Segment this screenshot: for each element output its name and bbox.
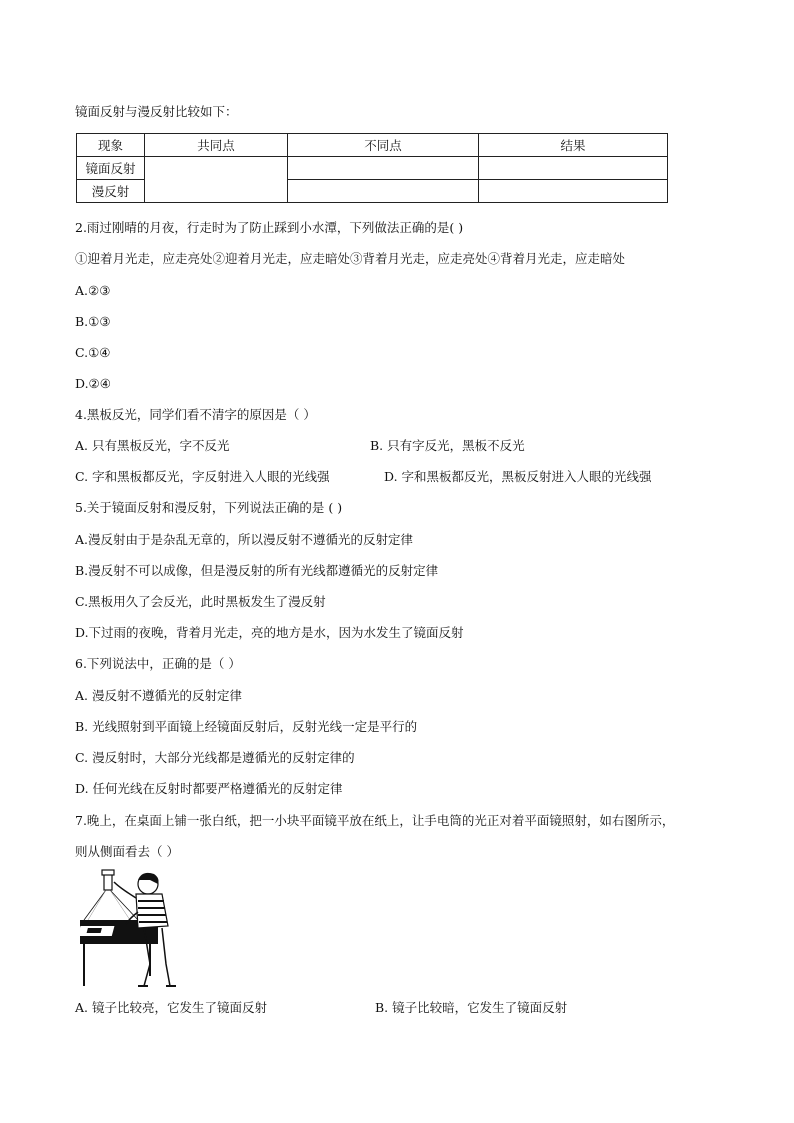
q2-option-b: B.①③ xyxy=(75,314,111,329)
intro-text: 镜面反射与漫反射比较如下： xyxy=(75,104,238,119)
q6-option-d: D. 任何光线在反射时都要严格遵循光的反射定律 xyxy=(75,781,343,796)
q4-option-c: C. 字和黑板都反光，字反射进入人眼的光线强 xyxy=(75,469,330,484)
q7-stem-line1: 7.晚上，在桌面上铺一张白纸，把一小块平面镜平放在纸上，让手电筒的光正对着平面镜照射，如右图所示， xyxy=(75,813,675,828)
q2-statements: ①迎着月光走，应走亮处②迎着月光走，应走暗处③背着月光走，应走亮处④背着月光走，应走暗处 xyxy=(75,251,626,266)
cell-similarity xyxy=(145,157,288,203)
table-row xyxy=(77,157,668,180)
q5-option-a: A.漫反射由于是杂乱无章的，所以漫反射不遵循光的反射定律 xyxy=(75,532,414,547)
q7-stem-line2: 则从侧面看去（ ） xyxy=(75,844,179,859)
comparison-table xyxy=(76,133,668,203)
q2-option-c: C.①④ xyxy=(75,345,111,360)
header-phenomenon: 现象 xyxy=(77,134,145,157)
q5-stem: 5.关于镜面反射和漫反射，下列说法正确的是 ( ) xyxy=(75,500,343,515)
q2-stem: 2.雨过刚晴的月夜，行走时为了防止踩到小水潭，下列做法正确的是( ) xyxy=(75,220,464,235)
q4-option-a: A. 只有黑板反光，字不反光 xyxy=(75,438,230,453)
q6-option-c: C. 漫反射时，大部分光线都是遵循光的反射定律的 xyxy=(75,750,355,765)
q7-option-b: B. 镜子比较暗，它发生了镜面反射 xyxy=(375,1000,568,1015)
q2-option-d: D.②④ xyxy=(75,376,111,391)
q4-option-d: D. 字和黑板都反光，黑板反射进入人眼的光线强 xyxy=(384,469,652,484)
cell-difference-1 xyxy=(288,157,479,180)
q7-option-a: A. 镜子比较亮，它发生了镜面反射 xyxy=(75,1000,267,1015)
header-difference: 不同点 xyxy=(288,134,479,157)
cell-difference-2 xyxy=(288,180,479,203)
q5-option-b: B.漫反射不可以成像，但是漫反射的所有光线都遵循光的反射定律 xyxy=(75,563,439,578)
q6-option-b: B. 光线照射到平面镜上经镜面反射后，反射光线一定是平行的 xyxy=(75,719,418,734)
q6-option-a: A. 漫反射不遵循光的反射定律 xyxy=(75,688,242,703)
row-label-specular: 镜面反射 xyxy=(77,157,145,180)
cell-result-1 xyxy=(479,157,668,180)
q5-option-d: D.下过雨的夜晚，背着月光走，亮的地方是水，因为水发生了镜面反射 xyxy=(75,625,464,640)
row-label-diffuse: 漫反射 xyxy=(77,180,145,203)
q2-option-a: A.②③ xyxy=(75,283,111,298)
q4-option-b: B. 只有字反光，黑板不反光 xyxy=(370,438,525,453)
cell-result-2 xyxy=(479,180,668,203)
q6-stem: 6.下列说法中，正确的是（ ） xyxy=(75,656,241,671)
boy-flashlight-illustration xyxy=(78,868,188,992)
table-header-row xyxy=(77,134,668,157)
q5-option-c: C.黑板用久了会反光，此时黑板发生了漫反射 xyxy=(75,594,326,609)
header-result: 结果 xyxy=(479,134,668,157)
q4-stem: 4.黑板反光，同学们看不清字的原因是（ ） xyxy=(75,407,316,422)
header-similarity: 共同点 xyxy=(145,134,288,157)
